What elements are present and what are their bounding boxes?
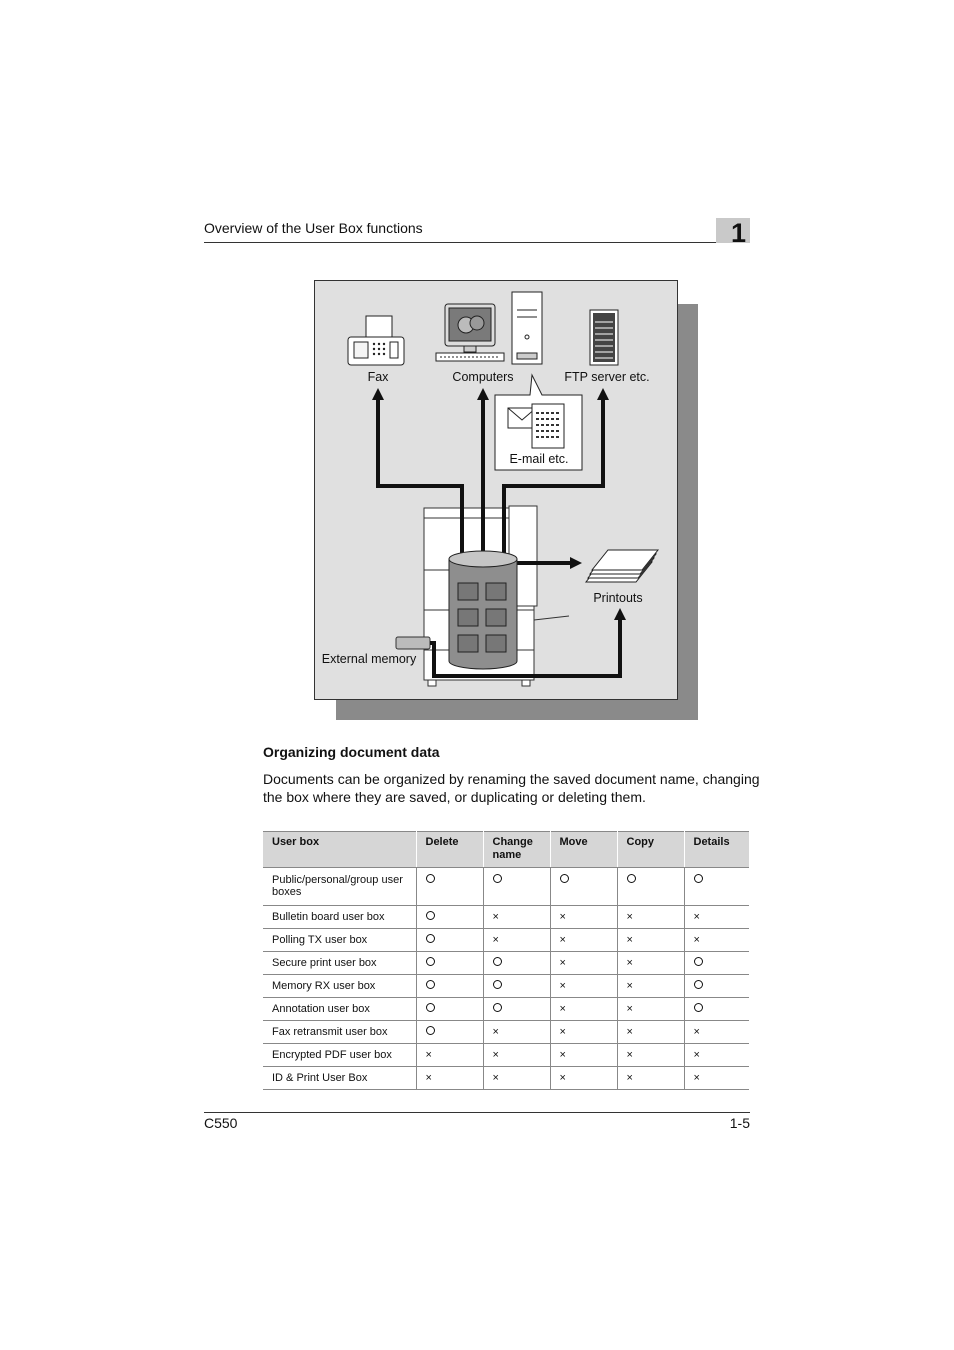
not-available-cross-icon: ×: [693, 1072, 700, 1084]
not-available-cross-icon: ×: [626, 934, 633, 946]
operation-cell: [483, 975, 550, 998]
chapter-number-tab: 1: [716, 218, 750, 243]
available-circle-icon: [493, 957, 502, 966]
table-row: [263, 1044, 749, 1067]
table-header-row: [263, 832, 749, 868]
operation-cell: [550, 906, 617, 929]
not-available-cross-icon: ×: [626, 980, 633, 992]
user-box-storage-icon: [449, 551, 517, 669]
operation-cell: [483, 1021, 550, 1044]
available-circle-icon: [694, 1003, 703, 1012]
operation-cell: [617, 1044, 684, 1067]
not-available-cross-icon: ×: [693, 934, 700, 946]
operation-cell: [684, 906, 749, 929]
operation-cell: [416, 998, 483, 1021]
table-row: [263, 906, 749, 929]
table-row: [263, 998, 749, 1021]
operation-cell: [617, 868, 684, 906]
operation-cell: [416, 1044, 483, 1067]
available-circle-icon: [426, 980, 435, 989]
operation-cell: [550, 952, 617, 975]
header-rule: [204, 242, 750, 243]
operation-cell: [416, 1067, 483, 1090]
not-available-cross-icon: ×: [693, 911, 700, 923]
footer-page-number: 1-5: [729, 1115, 750, 1131]
operation-cell: [617, 975, 684, 998]
operation-cell: [483, 952, 550, 975]
available-circle-icon: [694, 957, 703, 966]
operation-cell: [550, 1021, 617, 1044]
external-memory-icon: [396, 637, 430, 649]
not-available-cross-icon: ×: [559, 957, 566, 969]
not-available-cross-icon: ×: [626, 1072, 633, 1084]
not-available-cross-icon: ×: [492, 1072, 499, 1084]
not-available-cross-icon: ×: [693, 1026, 700, 1038]
table-row: [263, 868, 749, 906]
operation-cell: [550, 1044, 617, 1067]
operation-cell: [416, 868, 483, 906]
user-box-name-cell: Annotation user box: [263, 998, 416, 1021]
not-available-cross-icon: ×: [492, 1049, 499, 1061]
table-row: [263, 952, 749, 975]
operation-cell: [416, 952, 483, 975]
ftp-server-icon: [590, 310, 618, 365]
computers-label: Computers: [452, 370, 514, 384]
fax-label: Fax: [367, 370, 389, 384]
footer-model-name: C550: [204, 1115, 238, 1131]
user-box-overview-diagram: [314, 280, 704, 725]
operation-cell: [684, 1067, 749, 1090]
available-circle-icon: [493, 874, 502, 883]
not-available-cross-icon: ×: [492, 934, 499, 946]
column-header: Details: [684, 832, 749, 868]
available-circle-icon: [493, 980, 502, 989]
not-available-cross-icon: ×: [559, 1049, 566, 1061]
available-circle-icon: [493, 1003, 502, 1012]
operation-cell: [550, 1067, 617, 1090]
operation-cell: [617, 998, 684, 1021]
operation-cell: [416, 1021, 483, 1044]
footer-rule: [204, 1112, 750, 1113]
operation-cell: [684, 952, 749, 975]
not-available-cross-icon: ×: [626, 1003, 633, 1015]
operation-cell: [483, 906, 550, 929]
user-box-name-cell: ID & Print User Box: [263, 1067, 416, 1090]
running-header-title: Overview of the User Box functions: [204, 220, 423, 236]
external-memory-label: External memory: [321, 652, 417, 666]
not-available-cross-icon: ×: [559, 934, 566, 946]
operation-cell: [483, 998, 550, 1021]
operation-cell: [684, 998, 749, 1021]
operation-cell: [550, 998, 617, 1021]
not-available-cross-icon: ×: [425, 1049, 432, 1061]
column-header: Delete: [416, 832, 483, 868]
table-row: [263, 1067, 749, 1090]
available-circle-icon: [560, 874, 569, 883]
available-circle-icon: [426, 934, 435, 943]
operation-cell: [550, 975, 617, 998]
user-box-name-cell: Public/personal/group user boxes: [263, 868, 416, 906]
operation-cell: [617, 929, 684, 952]
table-row: [263, 1021, 749, 1044]
column-header: User box: [263, 832, 416, 868]
operation-cell: [684, 929, 749, 952]
available-circle-icon: [694, 874, 703, 883]
available-circle-icon: [426, 911, 435, 920]
not-available-cross-icon: ×: [626, 957, 633, 969]
user-box-name-cell: Bulletin board user box: [263, 906, 416, 929]
operation-cell: [617, 906, 684, 929]
operation-cell: [550, 929, 617, 952]
operation-cell: [617, 1067, 684, 1090]
printouts-label: Printouts: [593, 591, 643, 605]
operation-cell: [550, 868, 617, 906]
not-available-cross-icon: ×: [559, 1072, 566, 1084]
table-row: [263, 975, 749, 998]
not-available-cross-icon: ×: [559, 911, 566, 923]
column-header: Move: [550, 832, 617, 868]
user-box-operations-table: [263, 831, 749, 1090]
operation-cell: [483, 929, 550, 952]
user-box-name-cell: Memory RX user box: [263, 975, 416, 998]
available-circle-icon: [426, 957, 435, 966]
table-row: [263, 929, 749, 952]
not-available-cross-icon: ×: [626, 1049, 633, 1061]
operation-cell: [483, 1067, 550, 1090]
column-header: Change name: [483, 832, 550, 868]
not-available-cross-icon: ×: [559, 1026, 566, 1038]
not-available-cross-icon: ×: [559, 980, 566, 992]
user-box-name-cell: Encrypted PDF user box: [263, 1044, 416, 1067]
section-body-text: Documents can be organized by renaming the saved document name, changing the box where they are saved, or duplicating or deleting them.: [263, 771, 760, 805]
operation-cell: [684, 868, 749, 906]
operation-cell: [684, 1044, 749, 1067]
column-header: Copy: [617, 832, 684, 868]
not-available-cross-icon: ×: [492, 1026, 499, 1038]
operation-cell: [617, 1021, 684, 1044]
available-circle-icon: [627, 874, 636, 883]
not-available-cross-icon: ×: [559, 1003, 566, 1015]
operation-cell: [483, 868, 550, 906]
not-available-cross-icon: ×: [492, 911, 499, 923]
not-available-cross-icon: ×: [425, 1072, 432, 1084]
operation-cell: [684, 975, 749, 998]
section-heading: Organizing document data: [263, 744, 440, 760]
operation-cell: [416, 929, 483, 952]
operation-cell: [416, 906, 483, 929]
user-box-name-cell: Fax retransmit user box: [263, 1021, 416, 1044]
not-available-cross-icon: ×: [693, 1049, 700, 1061]
operation-cell: [416, 975, 483, 998]
email-label: E-mail etc.: [509, 452, 569, 466]
not-available-cross-icon: ×: [626, 911, 633, 923]
user-box-name-cell: Secure print user box: [263, 952, 416, 975]
available-circle-icon: [426, 1003, 435, 1012]
ftp-server-label: FTP server etc.: [564, 370, 650, 384]
available-circle-icon: [426, 1026, 435, 1035]
user-box-name-cell: Polling TX user box: [263, 929, 416, 952]
operation-cell: [684, 1021, 749, 1044]
operation-cell: [483, 1044, 550, 1067]
not-available-cross-icon: ×: [626, 1026, 633, 1038]
available-circle-icon: [426, 874, 435, 883]
available-circle-icon: [694, 980, 703, 989]
operation-cell: [617, 952, 684, 975]
